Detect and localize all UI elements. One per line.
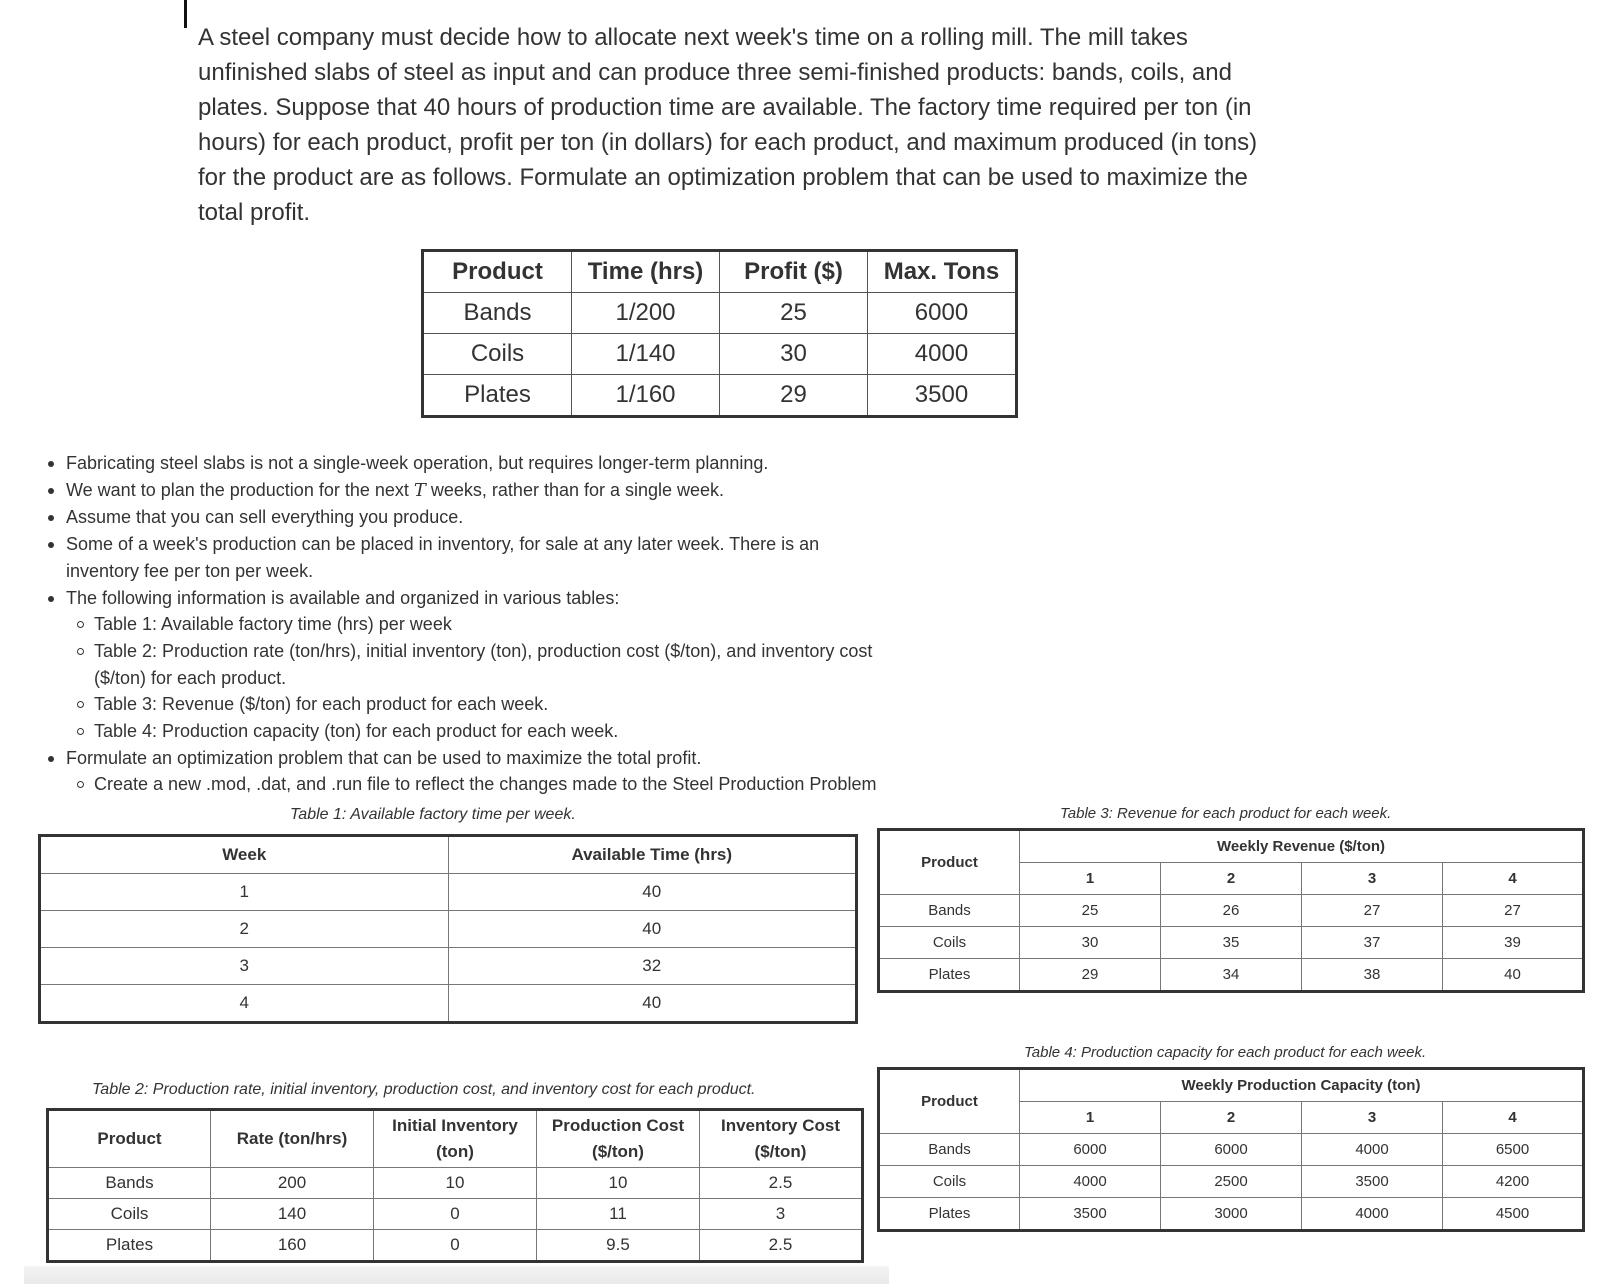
- table-cell: 4000: [1020, 1166, 1161, 1198]
- header-cell: Profit ($): [720, 251, 868, 293]
- header-cell: Product: [423, 251, 572, 293]
- sub-bullet-item: Table 1: Available factory time (hrs) per week: [48, 611, 888, 638]
- table-row: [48, 1230, 863, 1262]
- table4: [877, 1067, 1585, 1232]
- table-cell: 38: [1302, 959, 1443, 992]
- table-cell: 4200: [1443, 1166, 1584, 1198]
- table-cell: Coils: [879, 1166, 1020, 1198]
- table-cell: 40: [448, 985, 857, 1023]
- bullet-list: [48, 450, 888, 798]
- table-row: [879, 927, 1584, 959]
- sub-bullet-item: Table 3: Revenue ($/ton) for each product for each week.: [48, 691, 888, 718]
- table-cell: 200: [211, 1168, 374, 1199]
- header-cell: Initial Inventory (ton): [374, 1110, 537, 1168]
- header-cell: 1: [1020, 1102, 1161, 1134]
- table-cell: 2: [40, 911, 449, 948]
- table-cell: 3500: [1020, 1198, 1161, 1231]
- table-cell: 6000: [868, 293, 1017, 334]
- header-cell: Product: [48, 1110, 211, 1168]
- table-cell: 2.5: [700, 1168, 863, 1199]
- table-cell: 30: [720, 334, 868, 375]
- table-cell: 2500: [1161, 1166, 1302, 1198]
- table-cell: 40: [448, 874, 857, 911]
- bullet-item: [48, 477, 888, 505]
- bullet-item: Assume that you can sell everything you produce.: [48, 504, 888, 531]
- table-cell: 3500: [1302, 1166, 1443, 1198]
- table-cell: 6000: [1161, 1134, 1302, 1166]
- table-cell: Plates: [879, 959, 1020, 992]
- table-cell: Plates: [879, 1198, 1020, 1231]
- table-row: [423, 293, 1017, 334]
- table-cell: 9.5: [537, 1230, 700, 1262]
- header-cell: Max. Tons: [868, 251, 1017, 293]
- table3-caption: Table 3: Revenue for each product for each week.: [1060, 805, 1392, 822]
- table-row: [40, 985, 857, 1023]
- header-cell: Product: [879, 1069, 1020, 1134]
- table1-caption: Table 1: Available factory time per week.: [290, 806, 576, 823]
- table-cell: 29: [720, 375, 868, 417]
- table-cell: 3: [40, 948, 449, 985]
- table-cell: 1/160: [572, 375, 720, 417]
- table-cell: Plates: [423, 375, 572, 417]
- table-cell: 27: [1302, 895, 1443, 927]
- header-cell: 4: [1443, 1102, 1584, 1134]
- table-cell: Bands: [48, 1168, 211, 1199]
- table-cell: Coils: [423, 334, 572, 375]
- table1: [38, 834, 858, 1024]
- header-cell: Product: [879, 830, 1020, 895]
- header-cell: Inventory Cost ($/ton): [700, 1110, 863, 1168]
- table-cell: 0: [374, 1199, 537, 1230]
- table-cell: 11: [537, 1199, 700, 1230]
- bullet-item: The following information is available and organized in various tables:: [48, 585, 888, 612]
- table-row: [879, 1198, 1584, 1231]
- group-header-cell: Weekly Production Capacity (ton): [1020, 1069, 1584, 1102]
- table-cell: 39: [1443, 927, 1584, 959]
- table-cell: 140: [211, 1199, 374, 1230]
- main-product-table: [421, 249, 1018, 418]
- header-cell: 3: [1302, 863, 1443, 895]
- table-cell: 25: [720, 293, 868, 334]
- table-cell: 10: [537, 1168, 700, 1199]
- table-cell: 25: [1020, 895, 1161, 927]
- table-cell: Bands: [423, 293, 572, 334]
- header-cell: Time (hrs): [572, 251, 720, 293]
- text-cursor: [184, 0, 187, 28]
- bullet-item: Some of a week's production can be placed in inventory, for sale at any later week. There is an inventory fee per ton per week.: [48, 531, 888, 584]
- table-cell: 32: [448, 948, 857, 985]
- table-cell: Coils: [48, 1199, 211, 1230]
- table-header-row: [879, 1069, 1584, 1102]
- table-cell: 0: [374, 1230, 537, 1262]
- table-cell: Bands: [879, 895, 1020, 927]
- table-cell: 4000: [868, 334, 1017, 375]
- table-cell: 4000: [1302, 1134, 1443, 1166]
- table-cell: Bands: [879, 1134, 1020, 1166]
- table-cell: 29: [1020, 959, 1161, 992]
- table-cell: 3500: [868, 375, 1017, 417]
- header-cell: Week: [40, 836, 449, 874]
- header-cell: 3: [1302, 1102, 1443, 1134]
- table-row: [40, 874, 857, 911]
- table3: [877, 828, 1585, 993]
- table2: [46, 1108, 864, 1263]
- table-row: [48, 1199, 863, 1230]
- table-cell: 6000: [1020, 1134, 1161, 1166]
- table-cell: 3: [700, 1199, 863, 1230]
- table-cell: 1/200: [572, 293, 720, 334]
- table-cell: 34: [1161, 959, 1302, 992]
- table-cell: 3000: [1161, 1198, 1302, 1231]
- table-row: [423, 375, 1017, 417]
- group-header-cell: Weekly Revenue ($/ton): [1020, 830, 1584, 863]
- bullet-item: Formulate an optimization problem that can be used to maximize the total profit.: [48, 745, 888, 772]
- table-cell: 37: [1302, 927, 1443, 959]
- table-cell: 1: [40, 874, 449, 911]
- header-cell: Production Cost ($/ton): [537, 1110, 700, 1168]
- table-header-row: [40, 836, 857, 874]
- math-variable: T: [413, 479, 426, 501]
- bullet-text: weeks, rather than for a single week.: [425, 479, 725, 500]
- table-cell: 10: [374, 1168, 537, 1199]
- bullet-text: We want to plan the production for the next: [66, 479, 414, 500]
- table-row: [40, 948, 857, 985]
- table-cell: Coils: [879, 927, 1020, 959]
- header-cell: 1: [1020, 863, 1161, 895]
- table-cell: 4000: [1302, 1198, 1443, 1231]
- table-cell: 26: [1161, 895, 1302, 927]
- header-cell: 2: [1161, 1102, 1302, 1134]
- table4-caption: Table 4: Production capacity for each product for each week.: [1024, 1044, 1427, 1061]
- header-cell: 2: [1161, 863, 1302, 895]
- table-cell: 1/140: [572, 334, 720, 375]
- sub-bullet-item: Table 2: Production rate (ton/hrs), initial inventory (ton), production cost ($/ton), and inventory cost ($/ton) for each product.: [48, 638, 888, 691]
- table-row: [879, 959, 1584, 992]
- table-cell: 4: [40, 985, 449, 1023]
- table-header-row: [48, 1110, 863, 1168]
- table-row: [879, 895, 1584, 927]
- table-row: [423, 334, 1017, 375]
- table-row: [879, 1166, 1584, 1198]
- table-cell: 27: [1443, 895, 1584, 927]
- table-cell: 30: [1020, 927, 1161, 959]
- sub-bullet-item: Create a new .mod, .dat, and .run file to reflect the changes made to the Steel Production Problem: [48, 771, 888, 798]
- table-row: [40, 911, 857, 948]
- header-cell: Available Time (hrs): [448, 836, 857, 874]
- table2-caption: Table 2: Production rate, initial inventory, production cost, and inventory cost for each product.: [92, 1081, 756, 1098]
- table-header-row: [879, 830, 1584, 863]
- table-row: [48, 1168, 863, 1199]
- table-cell: 35: [1161, 927, 1302, 959]
- bullet-item: Fabricating steel slabs is not a single-week operation, but requires longer-term planning.: [48, 450, 888, 477]
- table-cell: 40: [448, 911, 857, 948]
- table-cell: Plates: [48, 1230, 211, 1262]
- header-cell: Rate (ton/hrs): [211, 1110, 374, 1168]
- intro-text: A steel company must decide how to allocate next week's time on a rolling mill. The mill takes unfinished slabs of steel as input and can produce three semi-finished products: bands, coils, and plates. Suppose that 40 hours of production time are available. The factory time required per ton (in hours) for each product, profit per ton (in dollars) for each product, and maximum produced (in tons) for the product are as follows. Formulate an optimization problem that can be used to maximize the total profit.: [198, 24, 1258, 226]
- intro-paragraph: [198, 20, 1258, 230]
- table-row: [879, 1134, 1584, 1166]
- header-cell: 4: [1443, 863, 1584, 895]
- sub-bullet-item: Table 4: Production capacity (ton) for each product for each week.: [48, 718, 888, 745]
- table-cell: 160: [211, 1230, 374, 1262]
- table-cell: 6500: [1443, 1134, 1584, 1166]
- table-cell: 2.5: [700, 1230, 863, 1262]
- table-cell: 4500: [1443, 1198, 1584, 1231]
- table-header-row: [423, 251, 1017, 293]
- page-edge-shadow: [24, 1266, 889, 1284]
- table-cell: 40: [1443, 959, 1584, 992]
